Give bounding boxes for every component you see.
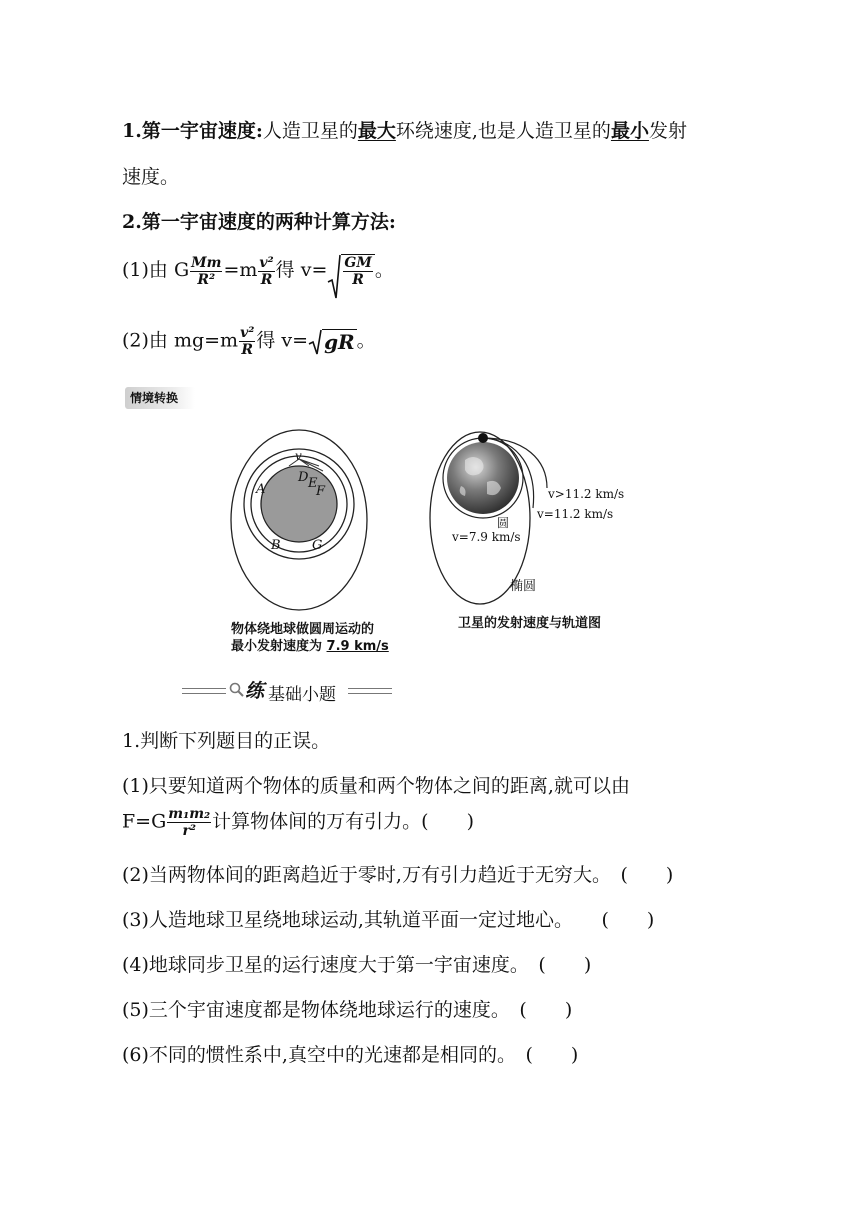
formula-text: 计算物体间的万有引力。( ): [212, 810, 474, 833]
fraction-v2-r: [239, 325, 255, 358]
fraction-numerator: m₁m₂: [168, 806, 211, 822]
point1-label: 1.第一宇宙速度:: [122, 120, 263, 142]
scenario-badge: 情境转换: [125, 387, 195, 409]
point1-text1: 人造卫星的: [262, 120, 358, 142]
fraction-denominator: r²: [182, 823, 196, 839]
fraction-m1m2-r2: [167, 806, 211, 839]
question-item-1b: [122, 806, 474, 839]
question-item-1a: (1)只要知道两个物体的质量和两个物体之间的距离,就可以由: [122, 775, 630, 797]
magnifier-icon: [228, 681, 244, 697]
question-item-2: (2)当两物体间的距离趋近于零时,万有引力趋近于无穷大。 ( ): [122, 864, 674, 886]
earth-globe: [447, 442, 519, 514]
label-v-gt-11-2: v>11.2 km/s: [548, 487, 625, 501]
label-v: v: [295, 449, 302, 463]
label-f: F: [316, 484, 326, 499]
method1: [122, 254, 394, 288]
question1-title: 1.判断下列题目的正误。: [122, 730, 331, 752]
point1-line1: [122, 116, 687, 143]
question-item-5: (5)三个宇宙速度都是物体绕地球运行的速度。 ( ): [122, 999, 573, 1021]
fraction-denominator: R: [241, 342, 254, 358]
fraction-denominator: R²: [197, 271, 216, 288]
practice-icon-char: 练: [245, 680, 265, 702]
label-e: E: [308, 476, 318, 491]
point2-label: 2.第一宇宙速度的两种计算方法:: [122, 211, 396, 233]
label-v-eq-7-9: v=7.9 km/s: [452, 530, 521, 544]
label-b: B: [271, 538, 281, 553]
question-item-3: (3)人造地球卫星绕地球运动,其轨道平面一定过地心。 ( ): [122, 909, 655, 931]
method2: [122, 325, 376, 358]
method2-end: 。: [356, 329, 376, 352]
fraction-v2-r: [258, 255, 274, 288]
radical-sign-icon: [308, 329, 322, 355]
right-caption: 卫星的发射速度与轨道图: [458, 616, 602, 631]
method2-prefix: (2)由 mg=m: [122, 329, 239, 352]
method1-mid: =m: [223, 259, 258, 281]
formula-prefix: F=G: [122, 810, 167, 833]
point1-text2: 环绕速度,也是人造卫星的: [395, 120, 611, 142]
header-rule-right: [348, 688, 392, 694]
fraction-numerator: v²: [240, 325, 255, 341]
method1-prefix: (1)由 G: [122, 259, 190, 281]
practice-header: [182, 677, 392, 703]
orbit-diagram-left: [225, 425, 385, 617]
fraction-mm-r2: [190, 255, 222, 288]
left-caption-prefix: 最小发射速度为: [231, 639, 327, 654]
point1-min: 最小: [610, 120, 649, 142]
method1-de: 得 v=: [275, 259, 328, 281]
question-item-6: (6)不同的惯性系中,真空中的光速都是相同的。 ( ): [122, 1044, 579, 1066]
method1-end: 。: [374, 259, 394, 281]
label-d: D: [298, 470, 309, 485]
label-ellipse: 椭圆: [510, 579, 537, 594]
sqrt-gm-r: [327, 254, 374, 288]
label-g: G: [312, 538, 323, 553]
method2-de: 得 v=: [256, 329, 309, 352]
sqrt-body: gR: [324, 330, 355, 354]
left-caption-line1: 物体绕地球做圆周运动的: [231, 622, 375, 637]
radical-sign-icon: [327, 254, 341, 300]
fraction-denominator: R: [352, 272, 364, 288]
fraction-numerator: v²: [259, 254, 274, 271]
left-caption-value: 7.9 km/s: [326, 639, 389, 654]
label-circle: 圆: [497, 516, 510, 530]
fraction-numerator: Mm: [191, 254, 222, 271]
label-v-eq-11-2: v=11.2 km/s: [537, 507, 614, 521]
practice-title: 基础小题: [268, 685, 336, 705]
sqrt-gr: [308, 329, 357, 354]
point1-line2: 速度。: [122, 166, 180, 188]
point1-max: 最大: [357, 120, 396, 142]
satellite-dot: [478, 433, 488, 443]
question-item-4: (4)地球同步卫星的运行速度大于第一宇宙速度。 ( ): [122, 954, 592, 976]
label-a: A: [256, 482, 266, 497]
header-rule-left: [182, 688, 226, 694]
fraction-denominator: R: [260, 271, 273, 288]
point1-text3: 发射: [648, 120, 687, 142]
left-caption-line2: [231, 635, 389, 654]
fraction-numerator: GM: [344, 255, 372, 271]
